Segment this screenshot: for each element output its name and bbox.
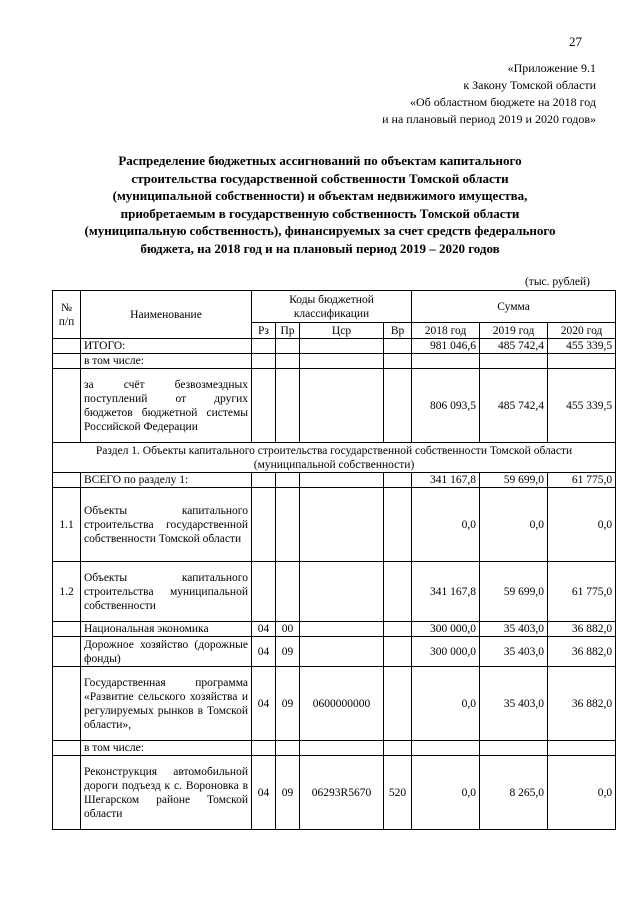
table-row-1-1 — [53, 488, 616, 562]
code-rz: 04 — [252, 756, 276, 830]
value-2019: 59 699,0 — [480, 562, 548, 622]
table-row-1-2 — [53, 562, 616, 622]
code-csr: 0600000000 — [300, 667, 384, 741]
code-rz: 04 — [252, 667, 276, 741]
row-name: за счёт безвозмездных поступлений от других бюджетов бюджетной системы Российской Федерации — [81, 369, 252, 443]
document-title — [70, 152, 570, 257]
table-row-reconstruction — [53, 756, 616, 830]
header-row — [53, 291, 616, 323]
title-line: бюджета, на 2018 год и на плановый период 2019 – 2020 годов — [140, 240, 500, 256]
code-vr: 520 — [384, 756, 412, 830]
header-rz: Рз — [252, 323, 276, 339]
header-2018: 2018 год — [412, 323, 480, 339]
appendix-line: «Об областном бюджете на 2018 год — [410, 95, 596, 109]
value-2019: 0,0 — [480, 488, 548, 562]
value-2019: 8 265,0 — [480, 756, 548, 830]
table-row-state-program — [53, 667, 616, 741]
units-label: (тыс. рублей) — [524, 276, 590, 288]
appendix-reference — [266, 60, 596, 128]
value-2018: 300 000,0 — [412, 637, 480, 667]
table-row-including — [53, 741, 616, 756]
title-line: (муниципальной собственности) и объектам недвижимого имущества, — [112, 188, 528, 203]
table-row-including — [53, 354, 616, 369]
row-name: ВСЕГО по разделу 1: — [81, 473, 252, 488]
header-2019: 2019 год — [480, 323, 548, 339]
value-2020: 36 882,0 — [548, 637, 616, 667]
value-2018: 341 167,8 — [412, 473, 480, 488]
row-number: 1.1 — [53, 488, 81, 562]
appendix-line: и на плановый период 2019 и 2020 годов» — [382, 112, 596, 126]
value-2019: 35 403,0 — [480, 637, 548, 667]
value-2020: 61 775,0 — [548, 562, 616, 622]
code-pr: 09 — [276, 637, 300, 667]
table-row-gratuitous — [53, 369, 616, 443]
code-pr: 09 — [276, 756, 300, 830]
value-2019: 35 403,0 — [480, 622, 548, 637]
header-sum: Сумма — [412, 291, 616, 323]
row-name: Государственная программа «Развитие сельского хозяйства и регулируемых рынков в Томской области», — [81, 667, 252, 741]
appendix-line: «Приложение 9.1 — [507, 61, 596, 75]
header-2020: 2020 год — [548, 323, 616, 339]
title-line: приобретаемым в государственную собственность Томской области — [120, 205, 520, 221]
row-name: ИТОГО: — [81, 339, 252, 354]
header-name: Наименование — [81, 291, 252, 339]
row-name: Реконструкция автомобильной дороги подъезд к с. Вороновка в Шегарском районе Томской области — [81, 756, 252, 830]
code-csr: 06293R5670 — [300, 756, 384, 830]
value-2019: 59 699,0 — [480, 473, 548, 488]
header-codes: Коды бюджетной классификации — [252, 291, 412, 323]
header-csr: Цср — [300, 323, 384, 339]
table-row-national-economy — [53, 622, 616, 637]
row-name: в том числе: — [81, 741, 252, 756]
value-2020: 36 882,0 — [548, 622, 616, 637]
row-number: 1.2 — [53, 562, 81, 622]
row-name: Национальная экономика — [81, 622, 252, 637]
value-2018: 0,0 — [412, 667, 480, 741]
code-rz: 04 — [252, 637, 276, 667]
row-name: в том числе: — [81, 354, 252, 369]
table-row-section-1 — [53, 443, 616, 473]
section-heading: Раздел 1. Объекты капитального строительства государственной собственности Томской области (муниципальной собственности) — [53, 443, 616, 473]
value-2020: 36 882,0 — [548, 667, 616, 741]
value-2020: 0,0 — [548, 756, 616, 830]
title-line: Распределение бюджетных ассигнований по объектам капитального — [118, 153, 522, 168]
value-2018: 806 093,5 — [412, 369, 480, 443]
appendix-line: к Закону Томской области — [463, 78, 596, 92]
code-pr: 00 — [276, 622, 300, 637]
header-no: № п/п — [53, 291, 81, 339]
code-rz: 04 — [252, 622, 276, 637]
header-vr: Вр — [384, 323, 412, 339]
row-name: Объекты капитального строительства муниципальной собственности — [81, 562, 252, 622]
table-row-section-1-total — [53, 473, 616, 488]
table-row-total — [53, 339, 616, 354]
value-2020: 0,0 — [548, 488, 616, 562]
row-name: Дорожное хозяйство (дорожные фонды) — [81, 637, 252, 667]
value-2020: 455 339,5 — [548, 339, 616, 354]
header-pr: Пр — [276, 323, 300, 339]
budget-table — [52, 290, 616, 830]
title-line: строительства государственной собственности Томской области — [131, 170, 509, 186]
row-name: Объекты капитального строительства государственной собственности Томской области — [81, 488, 252, 562]
value-2018: 0,0 — [412, 756, 480, 830]
page-number: 27 — [569, 34, 582, 49]
value-2018: 341 167,8 — [412, 562, 480, 622]
table-row-road-facilities — [53, 637, 616, 667]
code-pr: 09 — [276, 667, 300, 741]
value-2019: 485 742,4 — [480, 339, 548, 354]
value-2018: 981 046,6 — [412, 339, 480, 354]
value-2018: 0,0 — [412, 488, 480, 562]
title-line: (муниципальную собственность), финансируемых за счет средств федерального — [84, 223, 556, 238]
value-2019: 35 403,0 — [480, 667, 548, 741]
value-2020: 61 775,0 — [548, 473, 616, 488]
value-2019: 485 742,4 — [480, 369, 548, 443]
value-2020: 455 339,5 — [548, 369, 616, 443]
value-2018: 300 000,0 — [412, 622, 480, 637]
